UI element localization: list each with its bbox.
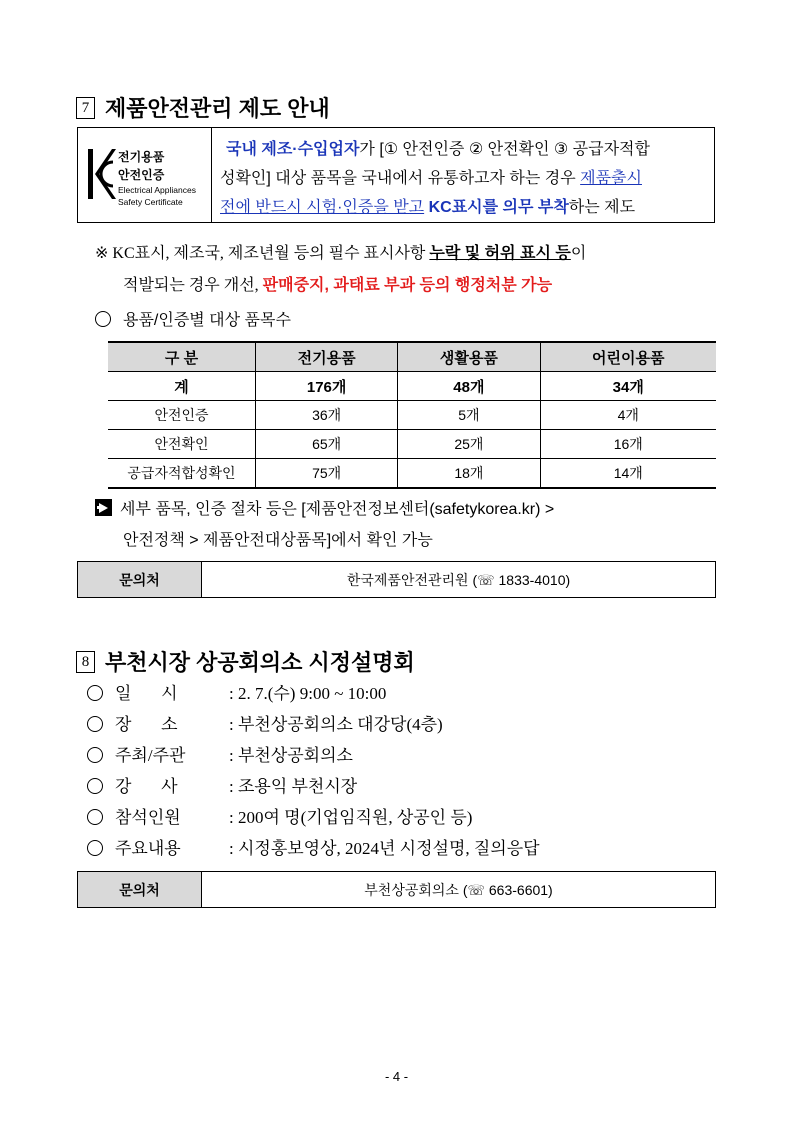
note-text: KC표시, 제조국, 제조년월 등의 필수 표시사항 <box>112 245 430 262</box>
table-cell: 25개 <box>398 430 540 459</box>
detail-line1: 세부 품목, 인증 절차 등은 [제품안전정보센터(safetykorea.kr) > <box>95 496 554 519</box>
event-item-label: 참석인원 <box>115 808 181 827</box>
kc-info-box <box>77 127 715 223</box>
kc-desc-link: 제품출시 <box>580 170 642 187</box>
circle-bullet-icon <box>87 840 103 856</box>
table-row <box>108 459 716 489</box>
contact-label: 문의처 <box>78 872 202 907</box>
certification-table <box>108 341 716 489</box>
table-cell: 14개 <box>540 459 716 489</box>
event-item-value: : 조용익 부천시장 <box>229 777 358 796</box>
circle-bullet-icon <box>87 716 103 732</box>
section-7-title <box>76 92 330 123</box>
contact-value: 부천상공회의소 (☏ 663-6601) <box>364 881 553 898</box>
event-item-label: 장 소 <box>115 715 178 734</box>
event-item-label: 일 시 <box>115 684 178 703</box>
page-number: - 4 - <box>384 1069 409 1084</box>
circle-bullet-icon <box>87 778 103 794</box>
table-header: 어린이용품 <box>540 342 716 372</box>
contact-box-event <box>77 871 716 908</box>
kc-desc-part: 하는 제도 <box>568 199 636 216</box>
table-total-row <box>108 372 716 401</box>
circle-bullet-icon <box>95 311 111 327</box>
table-cell: 안전인증 <box>108 401 256 430</box>
event-item-value: : 200여 명(기업임직원, 상공인 등) <box>229 808 473 827</box>
note-text: 적발되는 경우 개선, <box>123 277 263 294</box>
arrow-right-icon <box>95 499 112 516</box>
section-8-title <box>76 646 415 677</box>
kc-note-line1 <box>95 240 586 263</box>
event-item-value: : 부천상공회의소 대강당(4층) <box>229 715 443 734</box>
circle-bullet-icon <box>87 685 103 701</box>
table-header-row <box>108 342 716 372</box>
kc-desc-part: 성확인] 대상 품목을 국내에서 유통하고자 하는 경우 <box>220 170 581 187</box>
circle-bullet-icon <box>87 747 103 763</box>
section-7-title-text: 제품안전관리 제도 안내 <box>105 96 330 121</box>
kc-desc-part: 가 [① 안전인증 ② 안전확인 ③ 공급자적합 <box>359 141 650 158</box>
note-emphasis: 누락 및 허위 표시 등 <box>429 245 571 262</box>
table-header: 생활용품 <box>398 342 540 372</box>
event-item-label: 주최/주관 <box>115 746 186 765</box>
event-item-label: 주요내용 <box>115 839 181 858</box>
table-cell: 4개 <box>540 401 716 430</box>
contact-label: 문의처 <box>78 562 202 597</box>
event-item-attendees <box>87 803 472 828</box>
contact-value: 한국제품안전관리원 (☏ 1833-4010) <box>346 571 571 588</box>
event-item-label: 강 사 <box>115 777 178 796</box>
contact-box-kc <box>77 561 716 598</box>
table-cell: 18개 <box>398 459 540 489</box>
kc-note-line2 <box>123 272 552 295</box>
detail-line2: 안전정책 > 제품안전대상품목]에서 확인 가능 <box>123 532 433 549</box>
kc-logo <box>78 128 212 222</box>
table-cell: 5개 <box>398 401 540 430</box>
section-7-number: 7 <box>76 97 95 119</box>
event-item-value: : 부천상공회의소 <box>229 746 353 765</box>
kc-logo-line2: 안전인증 <box>118 168 165 182</box>
event-item-time <box>87 679 386 704</box>
note-text: 이 <box>570 245 587 262</box>
note-mark-icon: ※ <box>95 245 109 262</box>
table-cell: 75개 <box>256 459 398 489</box>
table-cell: 16개 <box>540 430 716 459</box>
table-row <box>108 430 716 459</box>
circle-bullet-icon <box>87 809 103 825</box>
table-cell: 안전확인 <box>108 430 256 459</box>
kc-mark-icon <box>86 146 116 202</box>
table-cell: 계 <box>108 372 256 401</box>
event-item-content <box>87 834 540 859</box>
table-cell: 48개 <box>398 372 540 401</box>
event-item-place <box>87 710 443 735</box>
table-subheading: 용품/인증별 대상 품목수 <box>95 307 291 330</box>
table-cell: 34개 <box>540 372 716 401</box>
event-item-value: : 시정홍보영상, 2024년 시정설명, 질의응답 <box>229 839 540 858</box>
event-item-host <box>87 741 353 766</box>
table-cell: 공급자적합성확인 <box>108 459 256 489</box>
table-row <box>108 401 716 430</box>
kc-logo-line4: Safety Certificate <box>118 197 183 207</box>
note-warning: 판매중지, 과태료 부과 등의 행정처분 가능 <box>262 277 553 294</box>
kc-desc-link: 전에 반드시 시험·인증을 받고 <box>220 199 425 216</box>
section-8-number: 8 <box>76 651 95 673</box>
kc-logo-line3: Electrical Appliances <box>118 185 196 195</box>
kc-desc-emphasis: KC표시를 의무 부착 <box>428 199 569 216</box>
kc-logo-line1: 전기용품 <box>118 150 165 164</box>
table-header: 전기용품 <box>256 342 398 372</box>
table-header: 구 분 <box>108 342 256 372</box>
section-8-title-text: 부천시장 상공회의소 시정설명회 <box>105 650 415 675</box>
event-item-speaker <box>87 772 357 797</box>
kc-description <box>212 128 714 222</box>
event-item-value: : 2. 7.(수) 9:00 ~ 10:00 <box>229 684 387 703</box>
table-cell: 176개 <box>256 372 398 401</box>
kc-desc-subject: 국내 제조·수입업자 <box>226 141 360 158</box>
table-cell: 65개 <box>256 430 398 459</box>
table-cell: 36개 <box>256 401 398 430</box>
